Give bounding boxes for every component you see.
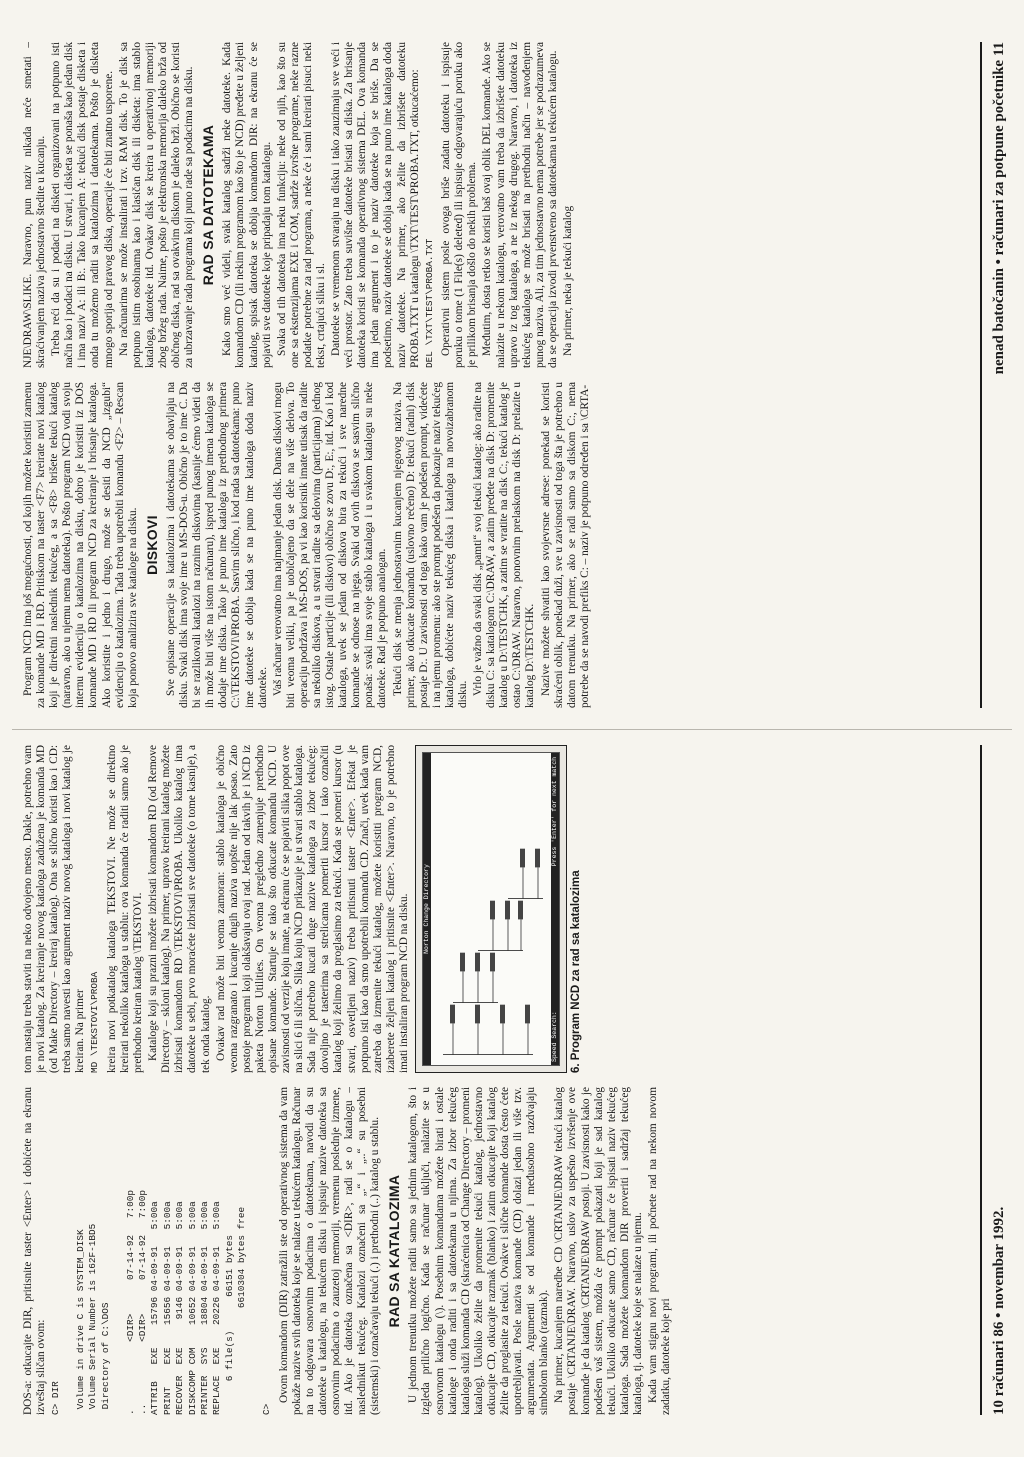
- code-line: MD \TEKSTOVI\PROBA: [89, 971, 101, 1073]
- speed-search-label: Speed Search:: [551, 1011, 559, 1062]
- left-column-1: [22, 1087, 964, 1415]
- paragraph: Ovakav rad može biti veoma zamoran: stablo kataloga je obično veoma razgranato i kucanje dugih naziva uopšte nije lak posao. Zato postoje programi koji olakšavaju ovaj rad. Jedan od takvih je i NCD iz paketa Norton Utilities. On veoma pregledno zamenjuje prethodno opisane komande. Startuje se tako što otkucate komandu NCD. U zavisnosti od verzije koju imate, na ekranu će se pojaviti slika popot ove na slici 6 ili slična. Slika koju NCD prikazuje je u stvari stablo kataloga. Sada nije potrebno kucati duge nazive kataloga za izbor tekućeg: dovoljno je tasterima sa strelicama pomeriti kursor i tako označiti katalog koji želimo da proglasimo za tekući. Kada se pomeri kursor (u stvari, osvetljeni naziv) treba pritisnuti taster <Enter>. Efekat je potpuno isti kao da smo upotrebili komandu CD. Znači, uvek kada vam zatreba da izmenite tekući katalog, možete koristiti program NCD, izaberete željeni katalog i pritisnite <Enter>. Naravno, to je potrebno imati instaliran program NCD na disku.: [214, 745, 410, 1073]
- right-page-columns: [22, 42, 964, 708]
- paragraph: tom nastaju treba staviti na neko odvojeno mesto. Dakle, potrebno vam je novi katalog. Za kreiranje novog kataloga zadužena je komanda MD (od Make Directory – kreiraj katalog). Ona se slično koristi kao i CD: treba samo navesti kao argument naziv novog kataloga i novi katalog je kreiran. Na primer: [22, 745, 87, 1073]
- figure-caption: 6. Program NCD za rad sa katalozima: [570, 870, 583, 1073]
- paragraph: U jednom trenutku možete raditi samo sa jednim katalogom, što i izgleda prilično logično. Kada se računar uključi, nalazite se u osnovnom katalogu (\). Posebnim komandama možete birati i ostale kataloge i onda raditi i sa datotekama u njima. Za izbor tekućeg kataloga služi komanda CD (skraćenica od Change Directory – promeni katalog). Ukoliko želite da promenite tekući katalog, jednostavno otkucajte CD, otkucajte razmak (blanko) i zatim otkucajte koji katalog želite da proglasite za tekući. Ovakve i slične komande dosta često ćete upotrebljavati. Posle naziva komande (CD) dolazi jedan ili više tzv. argumenata. Argumenti se od komande i međusobno razdvajaju simbolom blanko (razmak).: [407, 1087, 551, 1415]
- paragraph: Svaka od tih datoteka ima neku funkciju: neke od njih, kao što su one sa ekstenzijama EXE i COM, sadrže izvršne programe, neke razne podatke potrebne za rad programa, a neke će i sami kreirati pisuci neki tekst, crtajući sliku i sl.: [275, 42, 327, 368]
- left-footer: 10 računari 86 • novembar 1992.: [980, 745, 1008, 1415]
- paragraph: Ovom komandom (DIR) zatražili ste od operativnog sistema da vam pokaže nazive svih datoteka koje se nalaze u tekućem katalogu. Računar na to odgovara osnovnim podacima o datotekama, navodi da su datoteke u katalogu, na tekućem disku i ispisuje nazive datoteka sa osnovnim podacima o zauzetoj memoriji, vremenu poslednje izmene, itd. Ako je datoteka označena sa <DIR>, radi se o katalogu – naslednikut tekućeg. Katalozi označeni sa „.“ i „..“ su posebni (sistemski) i označavaju tekući (.) i prethodni (..) katalog u stablu.: [277, 1087, 382, 1415]
- left-page: [0, 729, 1024, 1457]
- left-column-2: [22, 745, 964, 1073]
- page-gutter: [12, 729, 1012, 730]
- paragraph: kreira novi potkatalog kataloga TEKSTOVI. Ne može se direktno kreirati nekoliko kataloga u stablu: ova komanda će raditi samo ako je prethodno kreiran katalog \TEKSTOVI.: [105, 745, 145, 1073]
- next-match-hint: Press 'Enter' for next match: [551, 757, 559, 867]
- paragraph: Na računarima se može instalirati i tzv. RAM disk. To je disk sa potpuno istim osobinama kao i klasičan disk ili disketa: ima stablo kataloga, datoteke itd. Ovakav disk se kreira u operativnoj memoriji zbog bržeg rada. Naime, pošto je elektronska memorija daleko brža od običnog diska, rad sa ovakvim diskom je daleko brži. Obično se koristi za ubrzavanje rada programa koji puno rade sa podacima na disku.: [117, 42, 196, 368]
- right-column-1: [22, 382, 964, 708]
- paragraph: Program NCD ima još mogućnosti, od kojih možete koristiti zamenu za komande MD i RD. Pritiskom na taster <F7> kreirate novi katalog koji je direktni naslednik tekućeg, a sa <F8> brišete tekući katalog (naravno, ako u njemu nema datoteka). Pošto program NCD vodi svoju internu evidenciju o katalozima na disku, dobro je koristiti iz DOS komande MD i RD ili program NCD za kreiranje i brisanje kataloga. Ako koristite i jedno i drugo, može se desiti da NCD „izgubi“ evidenciju o katalozima. Tada treba upotrebiti komandu <F2> – Rescan koja ponovo analizira sve kataloge na disku.: [22, 382, 139, 708]
- paragraph: Treba reći da su i podaci na disketi organizovani na potpuno isti način kao i podaci na disku. U stvari, i disketa se ponaša kao jedan disk i ima naziv A: ili B:. Tako kucanjem A: tekući disk postaje disketa i onda tu možemo raditi sa katalozima i datotekama. Pošto je disketa mnogo sporija od pravog diska, operacije će biti znatno usporene.: [50, 42, 115, 368]
- ncd-status-bar: [551, 753, 559, 1065]
- directory-tree-graphic: [423, 753, 559, 1065]
- dir-listing: C> DIR Volume in drive C is SYSTEM_DISK Volume Serial Number is 162F-1BD5 Directory of C:\DOS . <DIR> 07-14-92 7:00p .. <DIR> 07-14-92 7:00p ATTRIB EXE 15796 04-09-91 5:00a PRINT EXE 15656 04-09-91 5:00a RECOVER EXE 9146 04-09-91 5:00a DISKCOMP COM 10652 04-09-91 5:00a PRINTER SYS 18804 04-09-91 5:00a REPLACE EXE 20226 04-09-91 5:00a 6 file(s) 66151 bytes 6610304 bytes free C>: [50, 1189, 273, 1415]
- paragraph: Kataloge koji su prazni možete izbrisati komandom RD (od Remove Directory – skloni katalog). Na primer, upravo kreirani katalog možete izbrisati komandom RD \TEKSTOVI\PROBA. Ukoliko katalog ima datoteke u sebi, prvo moraćete izbrisati sve datoteke (o tome kasnije), a tek onda katalog.: [147, 745, 212, 1073]
- paragraph: Vrlo je važno da svaki disk „pamti“ svoj tekući katalog: ako radite na disku C: sa katalogom C:\DRAW, a zatim pređete na disk D: promenite katalog u D:\TESTCHK, a zatim se vratite na disk C:, tekući katalog je ostao C:\DRAW. Naravno, ponovnim prelaskom na disk D: prelazite u katalog D:\TESTCHK.: [472, 382, 537, 708]
- paragraph: Na primer, kucanjem naredbe CD \CRTANJE\DRAW tekući katalog postaje \CRTANJE\DRAW. Naravno, uslov za uspešno izvršenje ove komande je da katalog \CRTANJE\DRAW postoji. U zavisnosti kako je podešen vaš sistem, možda će prompt pokazati koji je sad katalog tekući. Ukoliko otkucate samo CD, računar će ispisati naziv tekućeg kataloga. Sada možete komandom DIR proveriti i sadržaj tekućeg kataloga, tj. datoteke koje se nalaze u njemu.: [553, 1087, 644, 1415]
- right-footer: nenad batočanin • računari za potpune početnike 11: [980, 42, 1008, 708]
- ncd-screenshot-figure: [415, 745, 567, 1073]
- paragraph: Kako smo već videli, svaki katalog sadrži neke datoteke. Kada komandom CD (ili nekim programom kao što je NCD) pređete u željeni katalog, spisak datoteka se dobija komandom DIR: na ekranu će se pojaviti sve datoteke koje pripadaju tom katalogu.: [221, 42, 273, 368]
- ncd-screen: [422, 752, 560, 1066]
- paragraph: Nazive možete shvatiti kao svojevrsne adrese: ponekad se koristi skraćeni oblik, ponekad duži, sve u zavisnosti od toga šta je potrebno u datom trenutku. Na primer, ako se radi samo sa diskom C:, nema potrebe da se navodi prefiks C: – naziv je potpuno određen i sa \CRTA-: [539, 382, 591, 708]
- paragraph: NJE\DRAW\SLIKE. Naravno, pun naziv nikada neće smetati – skraćivanjem naziva jednostavno štedite u kucanju.: [22, 42, 48, 368]
- ncd-title-bar: Norton Change Directory: [423, 753, 431, 1065]
- paragraph: Datoteke se vremenom stvaraju na disku i tako zauzimaju sve veći i veći prostor. Zato treba suvišne datoteke brisati sa diska. Za brisanje datoteka koristi se komanda operativnog sistema DEL. Ova komanda ima jedan argument i to je naziv datoteke koja se briše. Da se podsetimo, naziv datoteke se dobija kada se na puno ime kataloga doda naziv datoteke. Na primer, ako želite da izbrišete datoteku PROBA.TXT u katalogu \TXT\TEST\PROBA.TXT, otkucaćemo:: [330, 42, 421, 368]
- paragraph: Sve opisane operacije sa katalozima i datotekama se obavljaju na disku. Svaki disk ima svoje ime u MS-DOS-u. Obično je to ime C. Da bi se razlikovali katalozi na raznim diskovima (kasnije ćemo videti da ih može biti više na istom računaru), ispred punog imena kataloga se dodaje ime diska. Tako je puno ime kataloga iz prethodnog primera C:\TEKSTOVI\PROBA. Sasvim slično, i kod rada sa datotekama: puno ime datoteke se dobija kada se na puno ime kataloga doda naziv datoteke.: [164, 382, 269, 708]
- paragraph: Međutim, dosta retko se koristi baš ovaj oblik DEL komande. Ako se nalazite u nekom katalogu, verovatno vam treba da izbrišete datoteku upravo iz tog kataloga, a ne iz nekog drugog. Naravno, i datoteka iz tekućeg kataloga se može brisati na prethodni način – navođenjem punog naziva. Ali, za tim jednostavno nema potrebe jer se podrazumeva da se operacija izvodi prvenstveno sa datotekama u tekućem katalogu.: [481, 42, 559, 368]
- paragraph: Na primer, neka je tekući katalog: [561, 205, 574, 356]
- section-heading-datoteke: RAD SA DATOTEKAMA: [200, 124, 217, 286]
- paragraph: Kada vam stignu novi programi, ili počnete rad na nekom novom zadatku, datoteke koje pri: [647, 1087, 673, 1415]
- code-line: DEL \TXT\TEST\PROBA.TXT: [423, 238, 435, 368]
- right-column-2: [22, 42, 964, 368]
- paragraph: Tekući disk se menja jednostavnim kucanjem njegovog naziva. Na primer, ako otkucate komandu (uslovno rečeno) D: tekući (radni) disk postaje D:. U zavisnosti od toga kako vam je podešen prompt, videćete i na njemu promenu: ako ste prompt podešen da pokazuje naziv tekućeg kataloga, dobićete naziv tekućeg diska i kataloga na novoizabranom disku.: [391, 382, 469, 708]
- paragraph: Vaš računar verovatno ima najmanje jedan disk. Danas diskovi mogu biti veoma veliki, pa je uobičajeno da se dele na više delova. To operaciju podržava i MS-DOS, pa vi kao korisnik imate utisak da radite sa nekoliko diskova, a u stvari radite sa delovima (particijama) jednog istog. Ostale particije (ili diskovi) obično se zovu D:, E:, itd. Kao i kod kataloga, uvek se jedan od diskova bira za tekući i sve naredne komande se odnose na njega. Svaki od ovih diskova se sasvim slično ponaša: svaki ima svoje stablo kataloga i u svakom katalogu su neke datoteke. Rad je potpuno analogan.: [271, 382, 389, 708]
- intro-paragraph: DOS-a: otkucajte DIR, pritisnite taster <Enter> i dobićete na ekranu izveštaj sličan ovom:: [22, 1087, 48, 1415]
- section-heading-katalozi: RAD SA KATALOZIMA: [386, 1174, 403, 1328]
- paragraph: Operativni sistem posle ovoga briše zadatu datoteku i ispisuje poruku o tome (1 File(s) deleted) ili ispisuje odgovarajuću poruku ako je prilikom brisanja došlo do nekih problema.: [440, 42, 479, 368]
- right-page: [0, 0, 1024, 728]
- left-page-columns: [22, 745, 964, 1415]
- section-heading-diskovi: DISKOVI: [143, 515, 160, 575]
